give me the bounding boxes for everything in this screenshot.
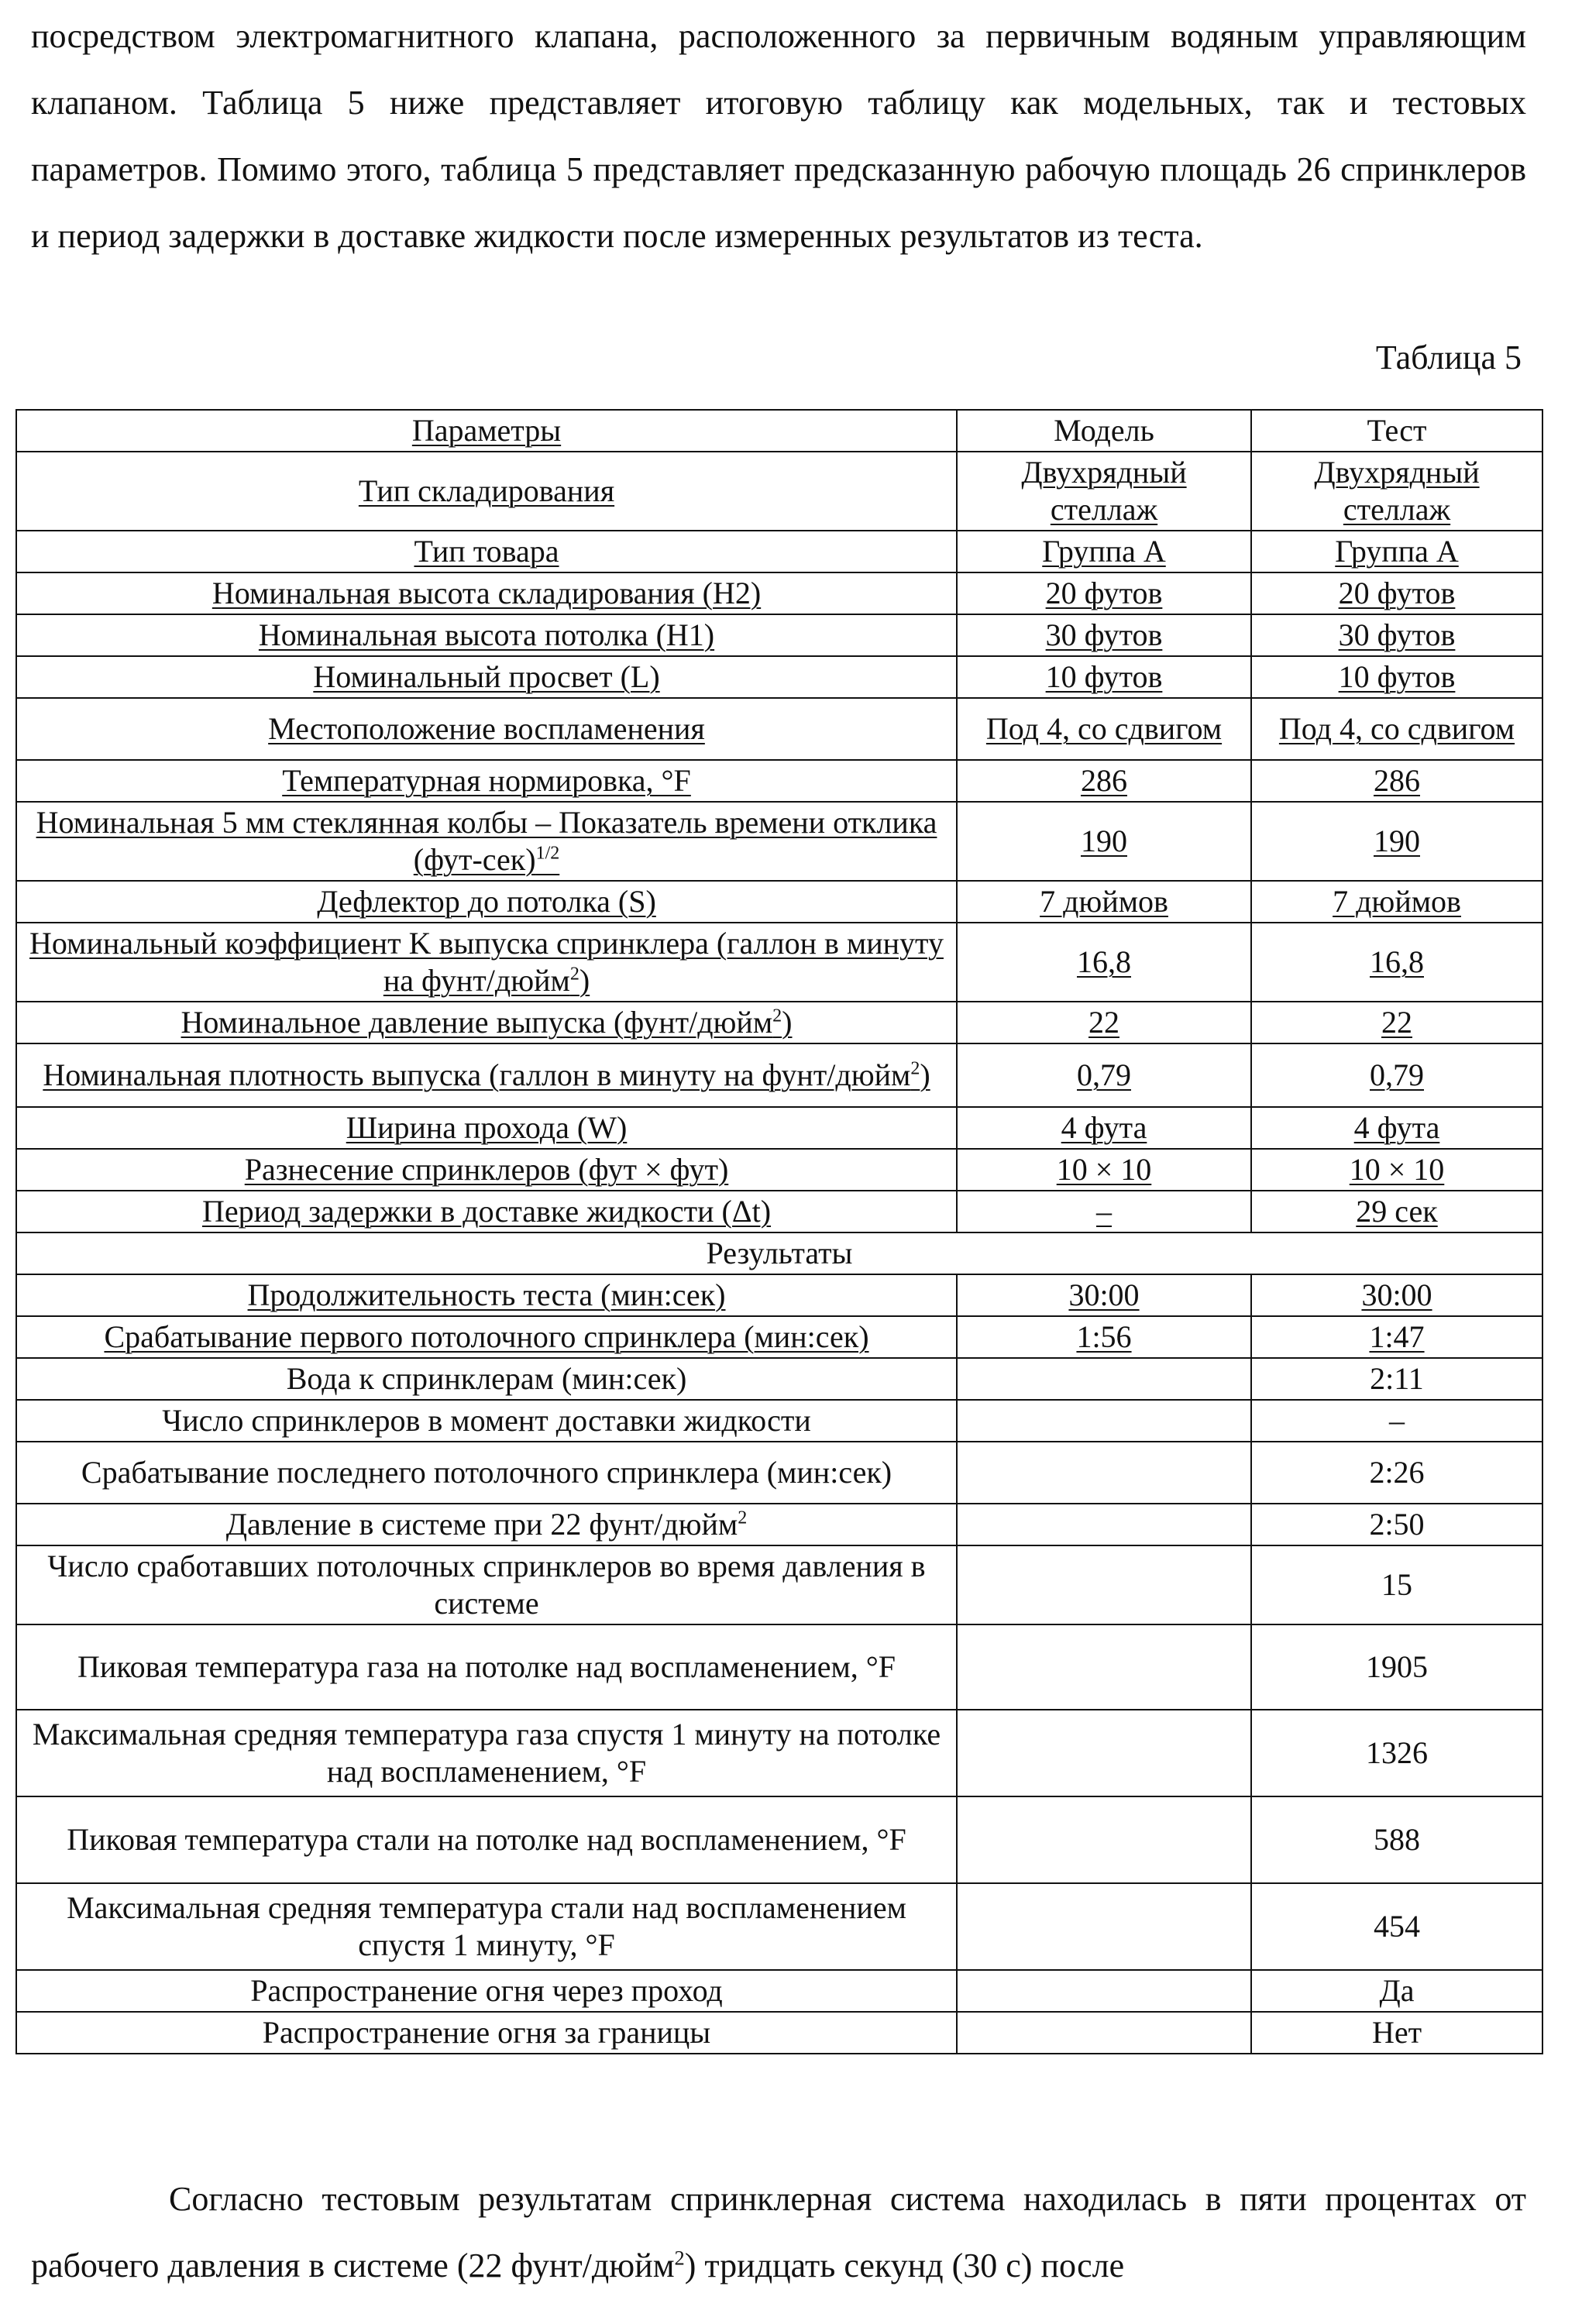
table-row [16,1796,1542,1883]
header-parameters: Параметры [16,410,957,452]
row-model-value: 16,8 [957,923,1251,1002]
row-model-value: Под 4, со сдвигом [957,698,1251,760]
row-test-value: 10 × 10 [1251,1149,1542,1191]
row-test-value: 1905 [1251,1624,1542,1710]
row-parameter: Вода к спринклерам (мин:сек) [16,1358,957,1400]
row-model-value [957,1545,1251,1624]
row-test-value: Двухрядный стеллаж [1251,452,1542,531]
row-parameter: Период задержки в доставке жидкости (Δt) [16,1191,957,1232]
conclusion-text-end: ) тридцать секунд (30 с) после [684,2247,1125,2284]
row-model-value: 10 футов [957,656,1251,698]
row-test-value: 2:26 [1251,1442,1542,1504]
table-row [16,656,1542,698]
row-parameter: Номинальная высота складирования (H2) [16,572,957,614]
table-row [16,1043,1542,1107]
row-model-value: 190 [957,802,1251,881]
table-row [16,923,1542,1002]
conclusion-paragraph [31,2166,1526,2299]
row-test-value: – [1251,1400,1542,1442]
row-model-value [957,1504,1251,1545]
row-model-value [957,1624,1251,1710]
row-model-value: – [957,1191,1251,1232]
row-test-value: Нет [1251,2012,1542,2054]
row-model-value: 10 × 10 [957,1149,1251,1191]
row-test-value: 0,79 [1251,1043,1542,1107]
table-row [16,1274,1542,1316]
row-parameter: Распространение огня за границы [16,2012,957,2054]
row-parameter: Число спринклеров в момент доставки жидкости [16,1400,957,1442]
row-model-value [957,1400,1251,1442]
row-test-value: 2:11 [1251,1358,1542,1400]
table-row [16,1545,1542,1624]
table-row [16,531,1542,572]
row-parameter: Максимальная средняя температура стали над воспламенением спустя 1 минуту, °F [16,1883,957,1970]
row-model-value: 22 [957,1002,1251,1043]
row-model-value [957,1970,1251,2012]
row-test-value: 10 футов [1251,656,1542,698]
conclusion-superscript: 2 [674,2246,685,2270]
row-model-value: 4 фута [957,1107,1251,1149]
row-model-value: 0,79 [957,1043,1251,1107]
row-model-value: 30:00 [957,1274,1251,1316]
row-parameter: Число сработавших потолочных спринклеров во время давления в системе [16,1545,957,1624]
row-parameter: Срабатывание последнего потолочного спринклера (мин:сек) [16,1442,957,1504]
row-parameter: Температурная нормировка, °F [16,760,957,802]
row-model-value: 1:56 [957,1316,1251,1358]
row-test-value: 1:47 [1251,1316,1542,1358]
row-model-value: 20 футов [957,572,1251,614]
row-model-value [957,1710,1251,1796]
table-row [16,1624,1542,1710]
row-parameter: Номинальная плотность выпуска (галлон в минуту на фунт/дюйм$^2$) [16,1043,957,1107]
table-row [16,1316,1542,1358]
header-model: Модель [957,410,1251,452]
row-test-value: 2:50 [1251,1504,1542,1545]
row-parameter: Тип товара [16,531,957,572]
table-row [16,1883,1542,1970]
row-parameter: Давление в системе при 22 фунт/дюйм$^2$ [16,1504,957,1545]
row-parameter: Номинальная высота потолка (H1) [16,614,957,656]
row-test-value: 22 [1251,1002,1542,1043]
row-test-value: 7 дюймов [1251,881,1542,923]
row-model-value [957,1796,1251,1883]
row-test-value: 20 футов [1251,572,1542,614]
table-row [16,1970,1542,2012]
row-test-value: 30:00 [1251,1274,1542,1316]
row-parameter: Ширина прохода (W) [16,1107,957,1149]
row-parameter: Разнесение спринклеров (фут × фут) [16,1149,957,1191]
row-model-value: Группа A [957,531,1251,572]
table-caption: Таблица 5 [1375,339,1522,376]
row-parameter: Номинальный коэффициент K выпуска спринклера (галлон в минуту на фунт/дюйм$^2$) [16,923,957,1002]
table-header-row [16,410,1542,452]
table-row [16,1504,1542,1545]
table-row [16,572,1542,614]
row-model-value [957,2012,1251,2054]
row-model-value [957,1358,1251,1400]
table-row [16,2012,1542,2054]
row-test-value: 454 [1251,1883,1542,1970]
row-parameter: Продолжительность теста (мин:сек) [16,1274,957,1316]
row-parameter: Номинальная 5 мм стеклянная колбы – Показатель времени отклика $(фут-сек)^{1/2}$ [16,802,957,881]
row-model-value: 30 футов [957,614,1251,656]
row-test-value: 15 [1251,1545,1542,1624]
row-model-value [957,1883,1251,1970]
row-model-value [957,1442,1251,1504]
row-test-value: 4 фута [1251,1107,1542,1149]
row-parameter: Местоположение воспламенения [16,698,957,760]
row-test-value: 286 [1251,760,1542,802]
row-parameter: Срабатывание первого потолочного спринклера (мин:сек) [16,1316,957,1358]
results-heading: Результаты [16,1232,1542,1274]
row-parameter: Номинальный просвет (L) [16,656,957,698]
table-row [16,452,1542,531]
table-row [16,1442,1542,1504]
row-test-value: Под 4, со сдвигом [1251,698,1542,760]
row-test-value: 588 [1251,1796,1542,1883]
table-row [16,1002,1542,1043]
conclusion-text-start: Согласно тестовым результатам спринклерная система находилась в пяти процентах от рабочего давления в системе (22 фунт/дюйм [31,2180,1526,2284]
row-parameter: Распространение огня через проход [16,1970,957,2012]
table-row [16,881,1542,923]
row-test-value: 190 [1251,802,1542,881]
row-parameter: Пиковая температура газа на потолке над воспламенением, °F [16,1624,957,1710]
table-row [16,1107,1542,1149]
row-test-value: 29 сек [1251,1191,1542,1232]
row-parameter: Максимальная средняя температура газа спустя 1 минуту на потолке над воспламенением, °F [16,1710,957,1796]
row-model-value: 7 дюймов [957,881,1251,923]
table-row [16,614,1542,656]
table-row [16,802,1542,881]
table-row [16,760,1542,802]
row-parameter: Дефлектор до потолка (S) [16,881,957,923]
header-test: Тест [1251,410,1542,452]
intro-paragraph: посредством электромагнитного клапана, расположенного за первичным водяным управляющим клапаном. Таблица 5 ниже представляет итоговую таблицу как модельных, так и тестовых параметров. Помимо этого, таблица 5 представляет предсказанную рабочую площадь 26 спринклеров и период задержки в доставке жидкости после измеренных результатов из теста. [31,17,1526,255]
row-test-value: 30 футов [1251,614,1542,656]
results-heading-row [16,1232,1542,1274]
table-row [16,1358,1542,1400]
row-parameter: Пиковая температура стали на потолке над воспламенением, °F [16,1796,957,1883]
parameters-table [15,409,1543,2054]
row-model-value: Двухрядный стеллаж [957,452,1251,531]
table-row [16,1400,1542,1442]
row-test-value: Да [1251,1970,1542,2012]
table-row [16,1149,1542,1191]
table-row [16,1710,1542,1796]
row-test-value: 1326 [1251,1710,1542,1796]
table-row [16,698,1542,760]
table-row [16,1191,1542,1232]
row-test-value: 16,8 [1251,923,1542,1002]
row-parameter: Номинальное давление выпуска (фунт/дюйм$^2$) [16,1002,957,1043]
row-test-value: Группа A [1251,531,1542,572]
row-model-value: 286 [957,760,1251,802]
row-parameter: Тип складирования [16,452,957,531]
